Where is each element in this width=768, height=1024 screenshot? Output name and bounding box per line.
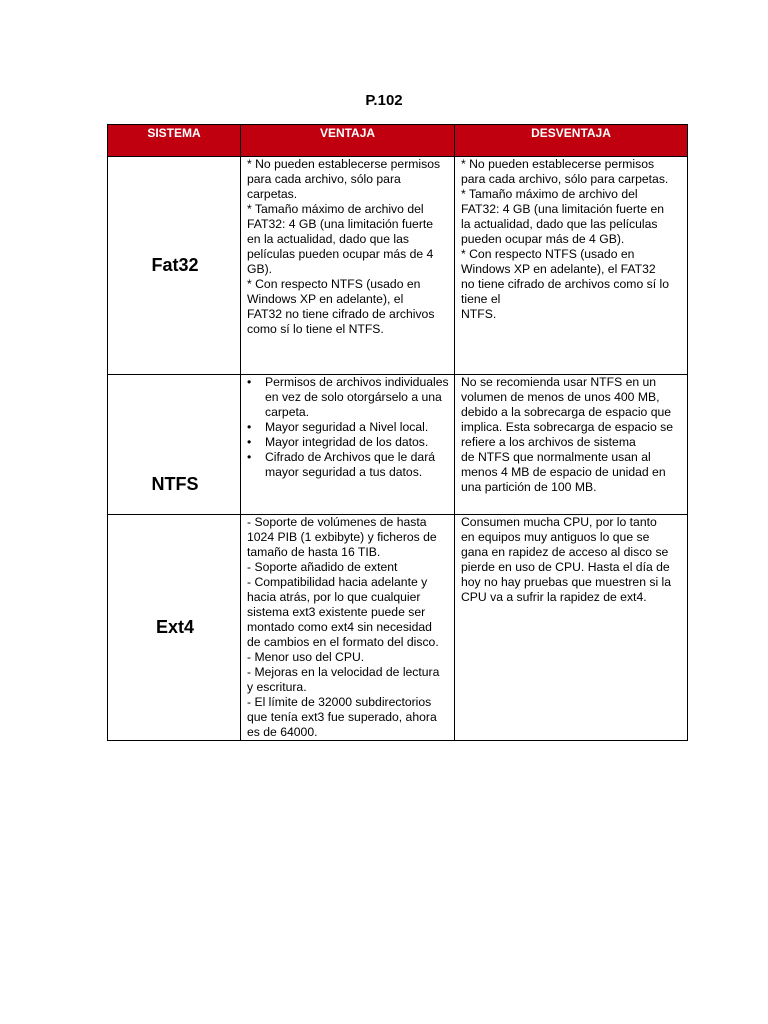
advantage-list-ntfs xyxy=(243,375,450,480)
disadvantage-text-ext4: Consumen mucha CPU, por lo tanto en equipos muy antiguos lo que se gana en rapidez de acceso al disco se pierde en uso de CPU. Hasta el día de hoy no hay pruebas que muestren si la CPU va a sufrir la rapidez de ext4. xyxy=(461,515,672,604)
table-row xyxy=(108,375,688,515)
advantage-cell-fat32 xyxy=(241,157,455,375)
advantage-text-ext4: - Soporte de volúmenes de hasta 1024 PIB (1 exbibyte) y ficheros de tamaño de hasta 16 TIB. - Soporte añadido de extent - Compatibilidad hacia adelante y hacia atrás, por lo que cualquier sistema ext3 existente puede ser montado como ext4 sin necesidad de cambios en el formato del disco. - Menor uso del CPU. - Mejoras en la velocidad de lectura y escritura. - El límite de 32000 subdirectorios que tenía ext3 fue superado, ahora es de 64000. xyxy=(247,515,440,739)
disadvantage-text-fat32: * No pueden establecerse permisos para cada archivo, sólo para carpetas. * Tamaño máximo de archivo del FAT32: 4 GB (una limitación fuerte en la actualidad, dado que las películas pueden ocupar más de 4 GB). * Con respecto NTFS (usado en Windows XP en adelante), el FAT32 no tiene cifrado de archivos como sí lo tiene el NTFS. xyxy=(461,157,669,321)
column-header-disadvantage: DESVENTAJA xyxy=(455,125,688,157)
column-header-advantage: VENTAJA xyxy=(241,125,455,157)
table-row xyxy=(108,515,688,741)
table-row xyxy=(108,157,688,375)
column-header-system: SISTEMA xyxy=(108,125,241,157)
list-item: • Permisos de archivos individuales en vez de solo otorgárselo a una carpeta. xyxy=(265,375,450,420)
disadvantage-cell-fat32 xyxy=(455,157,688,375)
system-name-ext4: Ext4 xyxy=(108,515,241,741)
system-name-ntfs: NTFS xyxy=(108,375,241,515)
advantage-text-fat32: * No pueden establecerse permisos para cada archivo, sólo para carpetas. * Tamaño máximo de archivo del FAT32: 4 GB (una limitación fuerte en la actualidad, dado que las películas pueden ocupar más de 4 GB). * Con respecto NTFS (usado en Windows XP en adelante), el FAT32 no tiene cifrado de archivos como sí lo tiene el NTFS. xyxy=(247,157,441,336)
list-item: • Cifrado de Archivos que le dará mayor seguridad a tus datos. xyxy=(265,450,450,480)
disadvantage-cell-ntfs xyxy=(455,375,688,515)
table-header-row xyxy=(108,125,688,157)
advantage-cell-ntfs xyxy=(241,375,455,515)
advantage-cell-ext4 xyxy=(241,515,455,741)
disadvantage-cell-ext4 xyxy=(455,515,688,741)
page-title: P.102 xyxy=(365,92,403,109)
comparison-table xyxy=(107,124,688,741)
disadvantage-text-ntfs: No se recomienda usar NTFS en un volumen de menos de unos 400 MB, debido a la sobrecarga de espacio que implica. Esta sobrecarga de espacio se refiere a los archivos de sistema de NTFS que normalmente usan al menos 4 MB de espacio de unidad en una partición de 100 MB. xyxy=(461,375,674,494)
system-name-fat32: Fat32 xyxy=(108,157,241,375)
list-item: • Mayor seguridad a Nivel local. xyxy=(265,420,450,435)
list-item: • Mayor integridad de los datos. xyxy=(265,435,450,450)
